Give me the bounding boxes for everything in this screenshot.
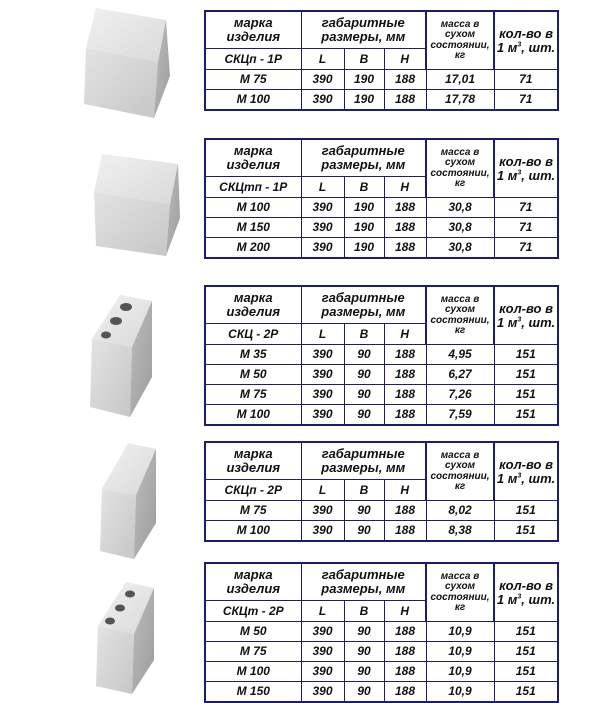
header-mass: масса в сухом состоянии, кг [426, 442, 494, 501]
mass-cell: 7,59 [426, 405, 494, 426]
header-qty-suffix: , шт. [521, 39, 556, 55]
grade-cell: М 200 [205, 238, 301, 259]
height-cell: 188 [384, 521, 426, 542]
table-row [205, 521, 558, 542]
product-code: СКЦ - 2Р [205, 324, 301, 345]
length-cell: 390 [301, 70, 344, 90]
header-qty [494, 139, 558, 198]
mass-cell: 4,95 [426, 345, 494, 365]
header-B: B [344, 601, 384, 622]
spec-table [204, 562, 559, 703]
header-dims: габаритные размеры, мм [301, 286, 426, 324]
qty-cell: 71 [494, 218, 558, 238]
solid-block-image [66, 0, 186, 130]
grade-cell: М 100 [205, 521, 301, 542]
grade-cell: М 75 [205, 385, 301, 405]
length-cell: 390 [301, 365, 344, 385]
mass-cell: 10,9 [426, 682, 494, 703]
header-B: B [344, 480, 384, 501]
grade-cell: М 100 [205, 198, 301, 218]
mass-cell: 8,38 [426, 521, 494, 542]
length-cell: 390 [301, 405, 344, 426]
header-mark: марка изделия [205, 139, 301, 177]
header-qty-prefix: кол-во в 1 м [496, 153, 553, 183]
mass-cell: 17,78 [426, 90, 494, 111]
width-cell: 90 [344, 405, 384, 426]
height-cell: 188 [384, 238, 426, 259]
width-cell: 90 [344, 622, 384, 642]
mass-cell: 17,01 [426, 70, 494, 90]
height-cell: 188 [384, 662, 426, 682]
mass-cell: 30,8 [426, 238, 494, 259]
table-row [205, 365, 558, 385]
header-qty-suffix: , шт. [521, 167, 556, 183]
length-cell: 390 [301, 198, 344, 218]
header-qty-sup: 3 [517, 41, 522, 49]
length-cell: 390 [301, 238, 344, 259]
qty-cell: 71 [494, 198, 558, 218]
grade-cell: М 150 [205, 682, 301, 703]
header-H: H [384, 324, 426, 345]
width-cell: 90 [344, 365, 384, 385]
length-cell: 390 [301, 682, 344, 703]
solid-block-image [74, 134, 194, 264]
table-row [205, 238, 558, 259]
mass-cell: 7,26 [426, 385, 494, 405]
width-cell: 190 [344, 218, 384, 238]
header-mass: масса в сухом состоянии, кг [426, 286, 494, 345]
width-cell: 90 [344, 345, 384, 365]
header-dims: габаритные размеры, мм [301, 442, 426, 480]
grade-cell: М 75 [205, 501, 301, 521]
header-qty-sup: 3 [517, 593, 522, 601]
mass-cell: 8,02 [426, 501, 494, 521]
header-mass: масса в сухом состоянии, кг [426, 563, 494, 622]
table-row [205, 405, 558, 426]
header-mark: марка изделия [205, 563, 301, 601]
height-cell: 188 [384, 385, 426, 405]
table-row [205, 345, 558, 365]
header-qty-sup: 3 [517, 169, 522, 177]
height-cell: 188 [384, 345, 426, 365]
header-H: H [384, 480, 426, 501]
width-cell: 90 [344, 521, 384, 542]
grade-cell: М 150 [205, 218, 301, 238]
header-L: L [301, 480, 344, 501]
length-cell: 390 [301, 345, 344, 365]
height-cell: 188 [384, 642, 426, 662]
solid-narrow-block-image [84, 437, 164, 567]
header-qty-prefix: кол-во в 1 м [496, 300, 553, 330]
height-cell: 188 [384, 682, 426, 703]
length-cell: 390 [301, 385, 344, 405]
spec-table [204, 10, 559, 111]
header-qty-suffix: , шт. [521, 591, 556, 607]
header-dims: габаритные размеры, мм [301, 11, 426, 49]
header-mark: марка изделия [205, 442, 301, 480]
header-dims: габаритные размеры, мм [301, 563, 426, 601]
header-qty-suffix: , шт. [521, 314, 556, 330]
header-qty [494, 442, 558, 501]
header-L: L [301, 324, 344, 345]
header-qty-prefix: кол-во в 1 м [496, 25, 553, 55]
product-code: СКЦтп - 1Р [205, 177, 301, 198]
header-qty-prefix: кол-во в 1 м [496, 456, 553, 486]
qty-cell: 71 [494, 70, 558, 90]
qty-cell: 151 [494, 642, 558, 662]
header-L: L [301, 177, 344, 198]
height-cell: 188 [384, 501, 426, 521]
spec-table [204, 138, 559, 259]
length-cell: 390 [301, 218, 344, 238]
qty-cell: 71 [494, 90, 558, 111]
mass-cell: 30,8 [426, 218, 494, 238]
header-H: H [384, 601, 426, 622]
width-cell: 190 [344, 238, 384, 259]
header-H: H [384, 177, 426, 198]
spec-table [204, 285, 559, 426]
header-dims: габаритные размеры, мм [301, 139, 426, 177]
length-cell: 390 [301, 642, 344, 662]
header-mark: марка изделия [205, 11, 301, 49]
product-code: СКЦт - 2Р [205, 601, 301, 622]
header-H: H [384, 49, 426, 70]
table-row [205, 90, 558, 111]
width-cell: 190 [344, 198, 384, 218]
header-qty-prefix: кол-во в 1 м [496, 577, 553, 607]
height-cell: 188 [384, 365, 426, 385]
grade-cell: М 75 [205, 642, 301, 662]
table-row [205, 682, 558, 703]
length-cell: 390 [301, 662, 344, 682]
length-cell: 390 [301, 90, 344, 111]
header-B: B [344, 324, 384, 345]
qty-cell: 151 [494, 365, 558, 385]
hollow-block-image [80, 285, 160, 425]
table-row [205, 198, 558, 218]
table-row [205, 385, 558, 405]
width-cell: 190 [344, 70, 384, 90]
header-qty-sup: 3 [517, 472, 522, 480]
qty-cell: 151 [494, 682, 558, 703]
width-cell: 90 [344, 662, 384, 682]
grade-cell: М 35 [205, 345, 301, 365]
grade-cell: М 50 [205, 365, 301, 385]
width-cell: 90 [344, 642, 384, 662]
height-cell: 188 [384, 198, 426, 218]
header-B: B [344, 177, 384, 198]
grade-cell: М 100 [205, 405, 301, 426]
height-cell: 188 [384, 70, 426, 90]
header-mass: масса в сухом состоянии, кг [426, 139, 494, 198]
table-row [205, 218, 558, 238]
header-qty [494, 563, 558, 622]
grade-cell: М 50 [205, 622, 301, 642]
spec-table [204, 441, 559, 542]
table-row [205, 501, 558, 521]
height-cell: 188 [384, 218, 426, 238]
grade-cell: М 75 [205, 70, 301, 90]
length-cell: 390 [301, 521, 344, 542]
width-cell: 90 [344, 682, 384, 703]
header-qty-suffix: , шт. [521, 470, 556, 486]
qty-cell: 151 [494, 622, 558, 642]
header-mass: масса в сухом состоянии, кг [426, 11, 494, 70]
product-code: СКЦп - 2Р [205, 480, 301, 501]
table-row [205, 622, 558, 642]
qty-cell: 71 [494, 238, 558, 259]
height-cell: 188 [384, 90, 426, 111]
qty-cell: 151 [494, 345, 558, 365]
qty-cell: 151 [494, 521, 558, 542]
width-cell: 90 [344, 385, 384, 405]
qty-cell: 151 [494, 501, 558, 521]
mass-cell: 6,27 [426, 365, 494, 385]
height-cell: 188 [384, 622, 426, 642]
header-B: B [344, 49, 384, 70]
length-cell: 390 [301, 622, 344, 642]
mass-cell: 10,9 [426, 642, 494, 662]
hollow-narrow-block-image [84, 576, 164, 701]
table-row [205, 70, 558, 90]
header-qty-sup: 3 [517, 316, 522, 324]
header-qty [494, 286, 558, 345]
mass-cell: 10,9 [426, 662, 494, 682]
grade-cell: М 100 [205, 662, 301, 682]
height-cell: 188 [384, 405, 426, 426]
grade-cell: М 100 [205, 90, 301, 111]
width-cell: 190 [344, 90, 384, 111]
qty-cell: 151 [494, 405, 558, 426]
table-row [205, 642, 558, 662]
length-cell: 390 [301, 501, 344, 521]
product-code: СКЦп - 1Р [205, 49, 301, 70]
mass-cell: 10,9 [426, 622, 494, 642]
table-row [205, 662, 558, 682]
header-qty [494, 11, 558, 70]
header-L: L [301, 49, 344, 70]
width-cell: 90 [344, 501, 384, 521]
qty-cell: 151 [494, 385, 558, 405]
qty-cell: 151 [494, 662, 558, 682]
header-L: L [301, 601, 344, 622]
header-mark: марка изделия [205, 286, 301, 324]
mass-cell: 30,8 [426, 198, 494, 218]
